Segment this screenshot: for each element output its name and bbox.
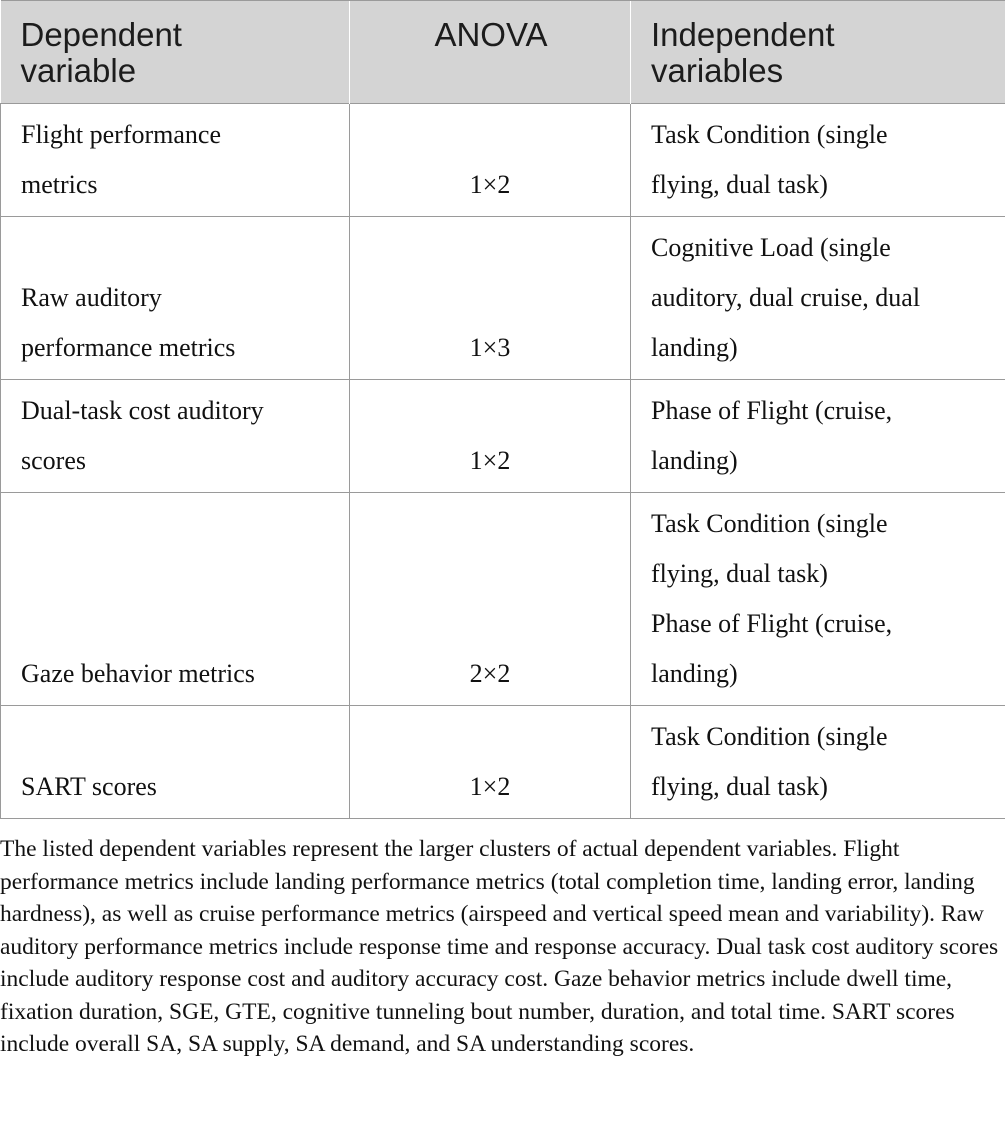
cell-independent: [631, 217, 1005, 380]
cell-independent: [631, 380, 1005, 493]
cell-anova: 2×2: [350, 493, 631, 706]
cell-anova: 1×2: [350, 104, 631, 217]
cell-dependent: SART scores: [1, 706, 350, 819]
cell-dependent: Raw auditory performance metrics: [1, 217, 350, 380]
table-row: [1, 104, 1005, 217]
cell-dependent: Gaze behavior metrics: [1, 493, 350, 706]
cell-dependent: Dual-task cost auditory scores: [1, 380, 350, 493]
cell-independent: [631, 493, 1005, 706]
cell-independent: [631, 706, 1005, 819]
independent-item: Task Condition (single flying, dual task): [651, 120, 888, 199]
cell-anova: 1×2: [350, 706, 631, 819]
cell-independent: [631, 104, 1005, 217]
independent-item: Phase of Flight (cruise, landing): [651, 609, 893, 688]
header-independent-variables: Independent variables: [631, 1, 1005, 104]
cell-anova: 1×3: [350, 217, 631, 380]
cell-anova: 1×2: [350, 380, 631, 493]
table-row: [1, 493, 1005, 706]
header-anova: ANOVA: [350, 1, 631, 104]
table-row: [1, 706, 1005, 819]
table-header-row: [1, 1, 1005, 104]
table-row: [1, 217, 1005, 380]
independent-item: Cognitive Load (single auditory, dual cruise, dual landing): [651, 233, 921, 362]
table-footnote: The listed dependent variables represent the larger clusters of actual dependent variables. Flight performance metrics include landing performance metrics (total completion time, landing error, landing hardness), as well as cruise performance metrics (airspeed and vertical speed mean and variability). Raw auditory performance metrics include response time and response accuracy. Dual task cost auditory scores include auditory response cost and auditory accuracy cost. Gaze behavior metrics include dwell time, fixation duration, SGE, GTE, cognitive tunneling bout number, duration, and total time. SART scores include overall SA, SA supply, SA demand, and SA understanding scores.: [0, 836, 999, 1057]
independent-item: Task Condition (single flying, dual task): [651, 722, 888, 801]
header-dependent-variable: Dependent variable: [1, 1, 350, 104]
independent-item: Task Condition (single flying, dual task): [651, 509, 888, 588]
independent-item: Phase of Flight (cruise, landing): [651, 396, 893, 475]
table-row: [1, 380, 1005, 493]
cell-dependent: Flight performance metrics: [1, 104, 350, 217]
